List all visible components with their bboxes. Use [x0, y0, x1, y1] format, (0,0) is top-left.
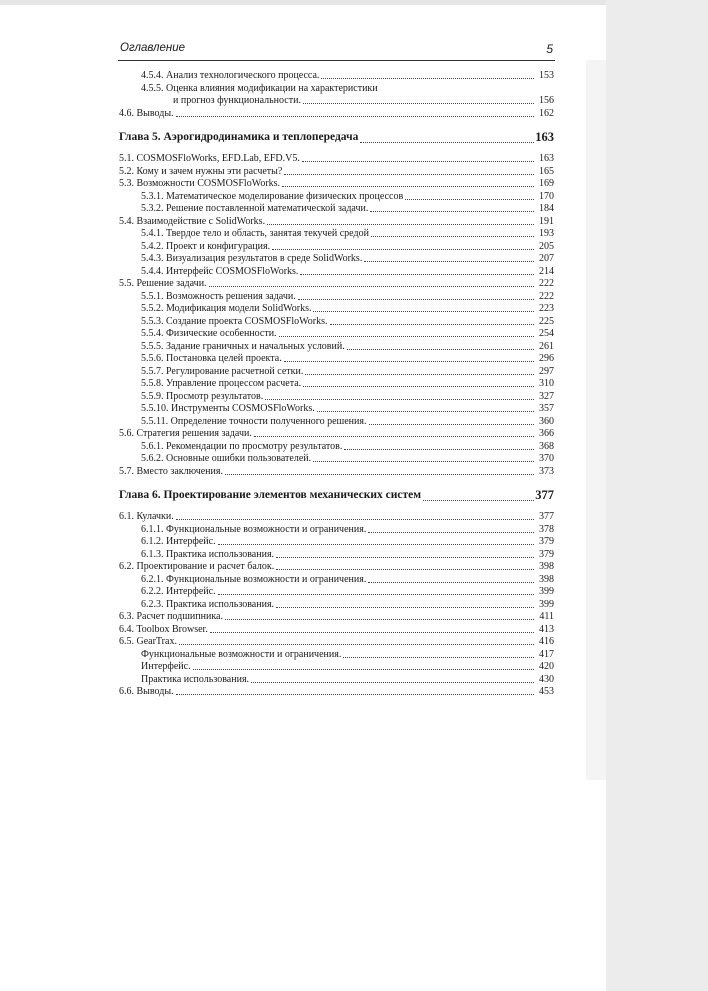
toc-entry-title: 6.1.3. Практика использования. [141, 548, 275, 560]
toc-subsection [119, 599, 554, 612]
toc-entry-title: 5.5. Решение задачи. [119, 278, 207, 289]
toc-page-number: 377 [539, 511, 554, 522]
toc-subsection [119, 661, 554, 674]
toc-page-number: 225 [539, 315, 554, 327]
toc-entry-title: 5.5.10. Инструменты COSMOSFloWorks. [141, 403, 315, 414]
toc-page-number: 165 [539, 165, 554, 177]
toc-subsection [119, 403, 554, 416]
toc-entry-title: 5.5.3. Создание проекта COSMOSFloWorks. [141, 315, 328, 327]
toc-subsection [119, 549, 554, 562]
dot-leader [225, 619, 534, 620]
toc-section [119, 466, 554, 479]
toc-subsection [119, 378, 554, 391]
dot-leader [251, 682, 534, 683]
toc-subsection [119, 353, 554, 366]
toc-entry-title: Интерфейс. [141, 661, 191, 672]
dot-leader [209, 286, 534, 287]
toc-page-number: 377 [535, 488, 554, 502]
toc-page-number: 162 [539, 107, 554, 119]
dot-leader [303, 103, 534, 104]
toc-page-number: 379 [539, 536, 554, 547]
toc-entry-title: 5.6.2. Основные ошибки пользователей. [141, 453, 312, 464]
toc-subsection [119, 341, 554, 354]
dot-leader [300, 274, 534, 275]
toc-entry-title: 5.5.8. Управление процессом расчета. [141, 378, 302, 389]
toc-page-number: 411 [539, 611, 554, 622]
toc-entry-title: 5.5.6. Постановка целей проекта. [141, 353, 282, 364]
toc-entry-title: 5.4.4. Интерфейс COSMOSFloWorks. [141, 265, 299, 277]
dot-leader [330, 324, 534, 325]
dot-leader [282, 186, 534, 187]
toc-entry-title: 5.5.11. Определение точности полученного решения. [141, 415, 367, 427]
toc-subsection [119, 366, 554, 379]
toc-section [119, 686, 554, 699]
toc-entry-title: 5.3. Возможности COSMOSFloWorks. [119, 178, 281, 189]
toc-subsection [119, 303, 554, 316]
dot-leader [302, 161, 534, 162]
scan-top-edge [0, 0, 708, 5]
toc-subsection [119, 228, 554, 241]
dot-leader [364, 261, 534, 262]
toc-entry-title: 5.6. Стратегия решения задачи. [119, 428, 252, 439]
toc-entry-title: 5.7. Вместо заключения. [119, 465, 223, 477]
scan-shadow [586, 60, 606, 780]
toc-page-number: 373 [539, 465, 554, 477]
toc-entry-title: Глава 5. Аэрогидродинамика и теплопередача [119, 131, 359, 143]
toc-page-number: 360 [539, 415, 554, 427]
toc-page-number: 370 [539, 453, 554, 464]
dot-leader [298, 299, 534, 300]
toc-entry-title: 4.6. Выводы. [119, 107, 174, 119]
dot-leader [313, 461, 534, 462]
toc-page-number: 368 [539, 440, 554, 452]
toc-subsection [119, 328, 554, 341]
toc-section [119, 428, 554, 441]
toc-chapter [119, 486, 554, 505]
dot-leader [371, 236, 534, 237]
toc-entry-title: 5.3.2. Решение поставленной математической задачи. [141, 203, 369, 214]
dot-leader [176, 519, 534, 520]
toc-entry-title: 6.2. Проектирование и расчет балок. [119, 561, 275, 572]
dot-leader [313, 311, 534, 312]
toc-page-number: 170 [539, 190, 554, 202]
dot-leader [254, 436, 534, 437]
toc-page-number: 399 [539, 598, 554, 610]
toc-entry-title: 5.2. Кому и зачем нужны эти расчеты? [119, 165, 283, 177]
dot-leader [368, 532, 534, 533]
dot-leader [210, 632, 534, 633]
toc-subsection [119, 70, 554, 83]
toc-section [119, 611, 554, 624]
toc-entry-title: 5.5.9. Просмотр результатов. [141, 390, 264, 402]
toc-subsection [119, 441, 554, 454]
toc-page-number: 205 [539, 240, 554, 252]
dot-leader [179, 644, 534, 645]
dot-leader [305, 374, 534, 375]
dot-leader [405, 199, 534, 200]
toc-page-number: 223 [539, 303, 554, 314]
toc-entry-title: 6.2.2. Интерфейс. [141, 586, 216, 597]
toc-subsection [119, 291, 554, 304]
dot-leader [347, 349, 534, 350]
toc-subsection [119, 649, 554, 662]
page-number: 5 [546, 42, 553, 56]
toc-subsection [119, 574, 554, 587]
running-title: Оглавление [120, 42, 185, 54]
toc-section [119, 153, 554, 166]
dot-leader [369, 424, 534, 425]
dot-leader [284, 174, 534, 175]
toc-page-number: 153 [539, 70, 554, 81]
toc-subsection [119, 416, 554, 429]
toc-subsection [119, 83, 554, 108]
toc-page-number: 254 [539, 328, 554, 339]
toc-page-number: 399 [539, 586, 554, 597]
toc-entry-title: 6.2.3. Практика использования. [141, 598, 275, 610]
dot-leader [176, 694, 534, 695]
dot-leader [272, 249, 534, 250]
toc-section [119, 216, 554, 229]
toc-page-number: 413 [539, 623, 554, 635]
toc-section [119, 511, 554, 524]
toc-page-number: 416 [539, 636, 554, 647]
dot-leader [265, 399, 534, 400]
toc-page-number: 366 [539, 428, 554, 439]
toc-entry-title: 6.1. Кулачки. [119, 511, 174, 522]
dot-leader [218, 594, 534, 595]
toc-subsection [119, 536, 554, 549]
toc-page-number: 156 [539, 95, 554, 106]
toc-subsection [119, 266, 554, 279]
toc-entry-title-continued: и прогноз функциональности. [173, 95, 301, 106]
toc-section [119, 166, 554, 179]
toc-page-number: 261 [539, 340, 554, 352]
toc-entry-title: 5.5.5. Задание граничных и начальных условий. [141, 340, 345, 352]
dot-leader [267, 224, 534, 225]
dot-leader [321, 78, 534, 79]
toc-section [119, 636, 554, 649]
toc-section [119, 278, 554, 291]
toc-subsection [119, 524, 554, 537]
dot-leader [423, 500, 534, 501]
toc-entry-title: 4.5.5. Оценка влияния модификации на характеристики [141, 82, 378, 94]
dot-leader [368, 582, 534, 583]
dot-leader [360, 142, 534, 143]
toc-page-number: 193 [539, 228, 554, 239]
toc-subsection [119, 674, 554, 687]
toc-page-number: 169 [539, 178, 554, 189]
dot-leader [279, 336, 534, 337]
dot-leader [218, 544, 534, 545]
dot-leader [225, 474, 534, 475]
toc-page-number: 420 [539, 661, 554, 672]
toc-section [119, 624, 554, 637]
toc-entry-title: 6.5. GearTrax. [119, 636, 177, 647]
dot-leader [344, 449, 534, 450]
dot-leader [303, 386, 534, 387]
toc-entry-title: 5.4.1. Твердое тело и область, занятая текучей средой [141, 228, 369, 239]
toc-page-number: 207 [539, 253, 554, 264]
toc-entry-title: 5.1. COSMOSFloWorks, EFD.Lab, EFD.V5. [119, 153, 300, 164]
toc-entry-title: 6.4. Toolbox Browser. [119, 623, 208, 635]
toc-entry-title: 5.4.3. Визуализация результатов в среде SolidWorks. [141, 253, 363, 264]
toc-page-number: 398 [539, 573, 554, 585]
toc-subsection [119, 316, 554, 329]
toc-subsection [119, 241, 554, 254]
dot-leader [193, 669, 534, 670]
toc-entry-title: 6.3. Расчет подшипника. [119, 611, 223, 622]
toc-page-number: 163 [539, 153, 554, 164]
dot-leader [276, 569, 534, 570]
toc-entry-title: 5.6.1. Рекомендации по просмотру результатов. [141, 440, 343, 452]
toc-subsection [119, 203, 554, 216]
toc-page-number: 398 [539, 561, 554, 572]
toc-page-number: 184 [539, 203, 554, 214]
toc-entry-title: 6.1.1. Функциональные возможности и ограничения. [141, 523, 367, 535]
toc-section [119, 178, 554, 191]
toc-entry-title: 6.2.1. Функциональные возможности и ограничения. [141, 573, 367, 585]
dot-leader [276, 607, 534, 608]
toc-entry-title: 5.4. Взаимодействие с SolidWorks. [119, 215, 266, 227]
toc-page-number: 222 [539, 290, 554, 302]
toc-page-number: 453 [539, 686, 554, 697]
toc-entry-title: 5.5.7. Регулирование расчетной сетки. [141, 365, 304, 377]
toc-page-number: 296 [539, 353, 554, 364]
dot-leader [343, 657, 534, 658]
toc-entry-title: 6.6. Выводы. [119, 686, 174, 697]
toc-page-number: 310 [539, 378, 554, 389]
toc-subsection [119, 191, 554, 204]
toc-page-number: 430 [539, 673, 554, 685]
toc-page-number: 379 [539, 548, 554, 560]
scan-right-margin [606, 0, 708, 991]
page-header [118, 40, 555, 61]
dot-leader [317, 411, 534, 412]
toc-page-number: 191 [539, 215, 554, 227]
table-of-contents [119, 70, 554, 699]
dot-leader [284, 361, 534, 362]
toc-entry-title: 5.3.1. Математическое моделирование физических процессов [141, 190, 404, 202]
toc-section [119, 561, 554, 574]
toc-entry-title: 4.5.4. Анализ технологического процесса. [141, 70, 320, 81]
toc-entry-title: 5.5.2. Модификация модели SolidWorks. [141, 303, 312, 314]
toc-page-number: 163 [535, 130, 554, 144]
toc-subsection [119, 453, 554, 466]
toc-page-number: 214 [539, 265, 554, 277]
toc-page-number: 222 [539, 278, 554, 289]
toc-entry-title: 5.5.4. Физические особенности. [141, 328, 277, 339]
toc-subsection [119, 391, 554, 404]
toc-page-number: 417 [539, 648, 554, 660]
toc-page-number: 297 [539, 365, 554, 377]
toc-subsection [119, 586, 554, 599]
toc-entry-title: 6.1.2. Интерфейс. [141, 536, 216, 547]
dot-leader [176, 116, 534, 117]
toc-subsection [119, 253, 554, 266]
dot-leader [370, 211, 534, 212]
toc-entry-title: 5.4.2. Проект и конфигурация. [141, 240, 271, 252]
dot-leader [276, 557, 534, 558]
toc-chapter [119, 128, 554, 147]
toc-page-number: 378 [539, 523, 554, 535]
toc-entry-title: Глава 6. Проектирование элементов механических систем [119, 489, 422, 501]
toc-page-number: 357 [539, 403, 554, 414]
toc-entry-title: Функциональные возможности и ограничения. [141, 648, 342, 660]
toc-entry-title: Практика использования. [141, 673, 250, 685]
toc-page-number: 327 [539, 390, 554, 402]
toc-section [119, 108, 554, 121]
toc-entry-title: 5.5.1. Возможность решения задачи. [141, 290, 296, 302]
